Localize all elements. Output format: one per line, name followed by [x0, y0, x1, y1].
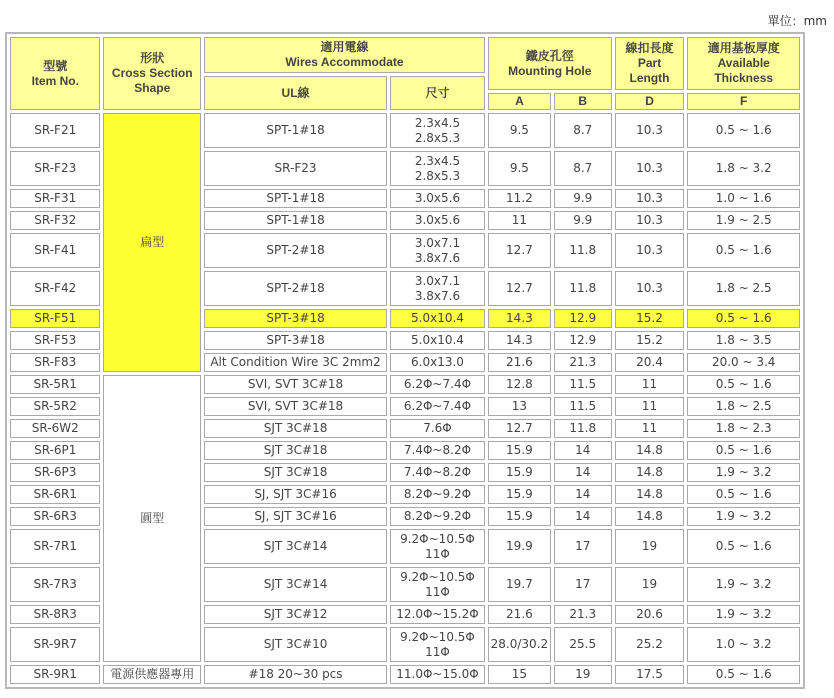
wire-size-line: 7.4Φ~8.2Φ — [403, 465, 472, 479]
hole-a: 15 — [488, 665, 551, 684]
wire-size — [390, 529, 485, 564]
hole-a: 15.9 — [488, 507, 551, 526]
wire-size — [390, 605, 485, 624]
ul-wire: SPT-3#18 — [204, 331, 387, 350]
part-length: 17.5 — [615, 665, 685, 684]
item-id[interactable]: SR-8R3 — [10, 605, 100, 624]
wire-size-line: 9.2Φ~10.5Φ — [400, 569, 475, 584]
item-id[interactable]: SR-F23 — [10, 151, 100, 186]
wire-size-line: 11Φ — [425, 546, 450, 561]
hole-b: 12.9 — [554, 331, 612, 350]
hole-b: 17 — [554, 529, 612, 564]
wire-size-line: 7.4Φ~8.2Φ — [403, 443, 472, 457]
shape-cell-flat: 扁型 — [103, 113, 201, 372]
hole-a: 12.7 — [488, 419, 551, 438]
ul-wire: SJT 3C#18 — [204, 441, 387, 460]
hole-b: 9.9 — [554, 211, 612, 230]
part-length: 11 — [615, 397, 685, 416]
wire-size-line: 2.3x4.5 — [414, 115, 461, 130]
part-length: 14.8 — [615, 485, 685, 504]
hole-a: 14.3 — [488, 309, 551, 328]
wire-size-line: 3.0x7.1 — [414, 273, 461, 288]
header-part-length: 線扣長度 Part Length — [615, 37, 685, 90]
part-length: 19 — [615, 567, 685, 602]
item-id[interactable]: SR-F53 — [10, 331, 100, 350]
thickness: 1.0 ~ 3.2 — [687, 627, 800, 662]
hole-b: 14 — [554, 463, 612, 482]
hole-a: 19.7 — [488, 567, 551, 602]
header-col-f: F — [687, 93, 800, 110]
hole-b: 12.9 — [554, 309, 612, 328]
wire-size-line: 6.0x13.0 — [411, 355, 464, 369]
ul-wire: SJT 3C#14 — [204, 529, 387, 564]
hole-b: 11.5 — [554, 375, 612, 394]
item-id[interactable]: SR-5R1 — [10, 375, 100, 394]
part-length: 19 — [615, 529, 685, 564]
ul-wire: Alt Condition Wire 3C 2mm2 — [204, 353, 387, 372]
wire-size-line: 2.8x5.3 — [414, 168, 461, 183]
header-cross-section: 形狀 Cross Section Shape — [103, 37, 201, 110]
part-length: 11 — [615, 419, 685, 438]
hole-a: 12.7 — [488, 271, 551, 306]
thickness: 1.8 ~ 2.5 — [687, 397, 800, 416]
wire-size-line: 3.0x5.6 — [414, 191, 461, 205]
part-length: 14.8 — [615, 463, 685, 482]
wire-size-line: 11Φ — [425, 584, 450, 599]
header-col-b: B — [554, 93, 612, 110]
wire-size — [390, 397, 485, 416]
part-length: 11 — [615, 375, 685, 394]
thickness: 1.9 ~ 3.2 — [687, 605, 800, 624]
hole-b: 14 — [554, 441, 612, 460]
wire-size — [390, 353, 485, 372]
item-id[interactable]: SR-F51 — [10, 309, 100, 328]
shape-cell-round: 圓型 — [103, 375, 201, 662]
ul-wire: SPT-3#18 — [204, 309, 387, 328]
hole-b: 14 — [554, 485, 612, 504]
thickness: 0.5 ~ 1.6 — [687, 665, 800, 684]
ul-wire: SPT-1#18 — [204, 211, 387, 230]
unit-label: 單位：mm — [767, 14, 827, 28]
table-row — [10, 375, 800, 394]
hole-a: 9.5 — [488, 151, 551, 186]
thickness: 0.5 ~ 1.6 — [687, 375, 800, 394]
table-row — [10, 113, 800, 148]
wire-size-line: 9.2Φ~10.5Φ — [400, 629, 475, 644]
ul-wire: SJT 3C#14 — [204, 567, 387, 602]
hole-a: 13 — [488, 397, 551, 416]
ul-wire: SR-F23 — [204, 151, 387, 186]
item-id[interactable]: SR-F41 — [10, 233, 100, 268]
hole-a: 28.0/30.2 — [488, 627, 551, 662]
wire-size-line: 3.0x5.6 — [414, 213, 461, 227]
wire-size — [390, 211, 485, 230]
hole-b: 8.7 — [554, 151, 612, 186]
thickness: 1.9 ~ 3.2 — [687, 463, 800, 482]
wire-size-line: 8.2Φ~9.2Φ — [403, 509, 472, 523]
item-id[interactable]: SR-6W2 — [10, 419, 100, 438]
ul-wire: #18 20~30 pcs — [204, 665, 387, 684]
thickness: 1.9 ~ 2.5 — [687, 211, 800, 230]
ul-wire: SJT 3C#18 — [204, 419, 387, 438]
wire-size-line: 12.0Φ~15.2Φ — [396, 607, 479, 621]
part-length: 10.3 — [615, 271, 685, 306]
hole-b: 17 — [554, 567, 612, 602]
item-id[interactable]: SR-F83 — [10, 353, 100, 372]
thickness: 1.9 ~ 3.2 — [687, 567, 800, 602]
thickness: 1.9 ~ 3.2 — [687, 507, 800, 526]
wire-size — [390, 567, 485, 602]
hole-b: 11.8 — [554, 419, 612, 438]
hole-a: 15.9 — [488, 485, 551, 504]
thickness: 0.5 ~ 1.6 — [687, 485, 800, 504]
ul-wire: SPT-1#18 — [204, 113, 387, 148]
spec-table — [5, 32, 805, 689]
wire-size-line: 6.2Φ~7.4Φ — [403, 399, 472, 413]
hole-b: 11.5 — [554, 397, 612, 416]
item-id[interactable]: SR-5R2 — [10, 397, 100, 416]
hole-a: 12.8 — [488, 375, 551, 394]
hole-a: 11 — [488, 211, 551, 230]
ul-wire: SJT 3C#18 — [204, 463, 387, 482]
item-id[interactable]: SR-6R1 — [10, 485, 100, 504]
thickness: 1.0 ~ 1.6 — [687, 189, 800, 208]
wire-size — [390, 485, 485, 504]
header-ul: UL線 — [204, 76, 387, 110]
item-id[interactable]: SR-9R7 — [10, 627, 100, 662]
hole-b: 9.9 — [554, 189, 612, 208]
table-row — [10, 665, 800, 684]
wire-size-line: 5.0x10.4 — [411, 311, 464, 325]
wire-size — [390, 151, 485, 186]
item-id[interactable]: SR-F21 — [10, 113, 100, 148]
wire-size-line: 3.8x7.6 — [414, 250, 461, 265]
hole-b: 14 — [554, 507, 612, 526]
wire-size — [390, 271, 485, 306]
header-size: 尺寸 — [390, 76, 485, 110]
ul-wire: SVI, SVT 3C#18 — [204, 397, 387, 416]
part-length: 15.2 — [615, 309, 685, 328]
hole-b: 25.5 — [554, 627, 612, 662]
hole-b: 11.8 — [554, 271, 612, 306]
wire-size-line: 2.3x4.5 — [414, 153, 461, 168]
header-col-d: D — [615, 93, 685, 110]
wire-size-line: 2.8x5.3 — [414, 130, 461, 145]
part-length: 10.3 — [615, 189, 685, 208]
ul-wire: SPT-2#18 — [204, 233, 387, 268]
thickness: 0.5 ~ 1.6 — [687, 113, 800, 148]
wire-size-line: 11Φ — [425, 644, 450, 659]
wire-size-line: 9.2Φ~10.5Φ — [400, 531, 475, 546]
wire-size — [390, 419, 485, 438]
thickness: 1.8 ~ 2.3 — [687, 419, 800, 438]
wire-size — [390, 463, 485, 482]
thickness: 0.5 ~ 1.6 — [687, 233, 800, 268]
wire-size — [390, 441, 485, 460]
thickness: 20.0 ~ 3.4 — [687, 353, 800, 372]
item-id[interactable]: SR-6P3 — [10, 463, 100, 482]
wire-size — [390, 375, 485, 394]
item-id[interactable]: SR-6R3 — [10, 507, 100, 526]
header-wires: 適用電線 Wires Accommodate — [204, 37, 485, 73]
item-id[interactable]: SR-7R1 — [10, 529, 100, 564]
part-length: 25.2 — [615, 627, 685, 662]
item-id[interactable]: SR-7R3 — [10, 567, 100, 602]
hole-a: 19.9 — [488, 529, 551, 564]
table-body — [10, 113, 800, 684]
item-id[interactable]: SR-9R1 — [10, 665, 100, 684]
hole-b: 21.3 — [554, 605, 612, 624]
wire-size — [390, 309, 485, 328]
part-length: 20.6 — [615, 605, 685, 624]
wire-size-line: 3.8x7.6 — [414, 288, 461, 303]
wire-size — [390, 233, 485, 268]
part-length: 14.8 — [615, 507, 685, 526]
header-thickness: 適用基板厚度 Available Thickness — [687, 37, 800, 90]
item-id[interactable]: SR-6P1 — [10, 441, 100, 460]
hole-a: 9.5 — [488, 113, 551, 148]
wire-size-line: 7.6Φ — [423, 421, 452, 435]
hole-a: 21.6 — [488, 353, 551, 372]
part-length: 10.3 — [615, 211, 685, 230]
part-length: 15.2 — [615, 331, 685, 350]
part-length: 20.4 — [615, 353, 685, 372]
hole-a: 12.7 — [488, 233, 551, 268]
wire-size — [390, 627, 485, 662]
hole-a: 15.9 — [488, 463, 551, 482]
hole-a: 11.2 — [488, 189, 551, 208]
wire-size — [390, 665, 485, 684]
part-length: 10.3 — [615, 151, 685, 186]
wire-size — [390, 331, 485, 350]
ul-wire: SPT-2#18 — [204, 271, 387, 306]
hole-a: 15.9 — [488, 441, 551, 460]
hole-b: 11.8 — [554, 233, 612, 268]
ul-wire: SVI, SVT 3C#18 — [204, 375, 387, 394]
header-col-a: A — [488, 93, 551, 110]
part-length: 10.3 — [615, 113, 685, 148]
wire-size — [390, 113, 485, 148]
item-id[interactable]: SR-F42 — [10, 271, 100, 306]
header-mounting-hole: 鐵皮孔徑 Mounting Hole — [488, 37, 612, 90]
wire-size-line: 11.0Φ~15.0Φ — [396, 667, 479, 681]
ul-wire: SPT-1#18 — [204, 189, 387, 208]
hole-b: 8.7 — [554, 113, 612, 148]
shape-cell-psu: 電源供應器專用 — [103, 665, 201, 684]
wire-size — [390, 189, 485, 208]
ul-wire: SJT 3C#12 — [204, 605, 387, 624]
item-id[interactable]: SR-F31 — [10, 189, 100, 208]
header-item-no: 型號 Item No. — [10, 37, 100, 110]
thickness: 1.8 ~ 3.5 — [687, 331, 800, 350]
thickness: 0.5 ~ 1.6 — [687, 529, 800, 564]
wire-size-line: 6.2Φ~7.4Φ — [403, 377, 472, 391]
ul-wire: SJT 3C#10 — [204, 627, 387, 662]
thickness: 1.8 ~ 2.5 — [687, 271, 800, 306]
hole-a: 21.6 — [488, 605, 551, 624]
ul-wire: SJ, SJT 3C#16 — [204, 507, 387, 526]
item-id[interactable]: SR-F32 — [10, 211, 100, 230]
wire-size-line: 5.0x10.4 — [411, 333, 464, 347]
wire-size-line: 8.2Φ~9.2Φ — [403, 487, 472, 501]
hole-b: 21.3 — [554, 353, 612, 372]
part-length: 10.3 — [615, 233, 685, 268]
thickness: 0.5 ~ 1.6 — [687, 441, 800, 460]
wire-size-line: 3.0x7.1 — [414, 235, 461, 250]
thickness: 0.5 ~ 1.6 — [687, 309, 800, 328]
ul-wire: SJ, SJT 3C#16 — [204, 485, 387, 504]
thickness: 1.8 ~ 3.2 — [687, 151, 800, 186]
wire-size — [390, 507, 485, 526]
hole-b: 19 — [554, 665, 612, 684]
part-length: 14.8 — [615, 441, 685, 460]
hole-a: 14.3 — [488, 331, 551, 350]
